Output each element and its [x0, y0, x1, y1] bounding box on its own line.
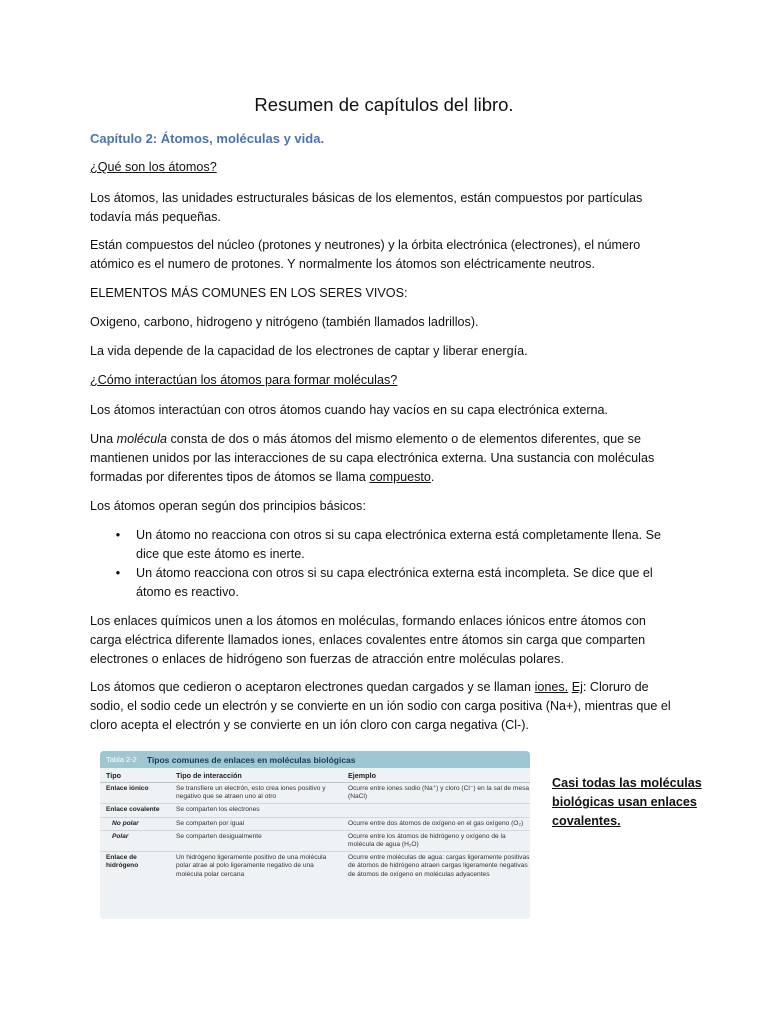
table-number: Tabla 2-2 [106, 755, 137, 764]
cell-interaction: Se comparten desigualmente [176, 832, 262, 840]
paragraph-molecule-definition [90, 430, 680, 487]
table-body [100, 783, 530, 881]
question-molecules: ¿Cómo interactúan los átomos para formar moléculas? [90, 373, 398, 387]
question-atoms: ¿Qué son los átomos? [90, 160, 217, 174]
table-row [100, 818, 530, 831]
paragraph-atoms-definition: Los átomos, las unidades estructurales básicas de los elementos, están compuestos por partículas todavía más pequeñas. [90, 191, 643, 224]
cell-example: Ocurre entre iones sodio (Na⁺) y cloro (Cl⁻) en la sal de mesa (NaCl) [348, 785, 530, 801]
molecule-mid: consta de dos o más átomos del mismo elemento o de elementos diferentes, que se mantienen unidos por las interacciones de su capa electrónica externa. Una sustancia con moléculas formadas por diferentes tipos de átomos se llama [90, 432, 655, 484]
table-title: Tipos comunes de enlaces en moléculas biológicas [146, 754, 356, 765]
list-item [90, 564, 680, 602]
chapter-heading: Capítulo 2: Átomos, moléculas y vida. [90, 131, 325, 146]
cell-interaction: Se comparten por igual [176, 819, 245, 827]
paragraph-principles: Los átomos operan según dos principios básicos: [90, 499, 366, 513]
ions-pre: Los átomos que cedieron o aceptaron electrones quedan cargados y se llaman [90, 680, 535, 694]
list-item-text: Un átomo reacciona con otros si su capa electrónica externa está incompleta. Se dice que el átomo es reactivo. [136, 566, 653, 599]
cell-type: No polar [112, 819, 139, 827]
column-header-interaction: Tipo de interacción [176, 770, 242, 780]
bullet-icon: • [115, 528, 121, 542]
cell-type: Polar [112, 832, 129, 840]
column-header-example: Ejemplo [348, 770, 376, 780]
table-title-bar [100, 751, 530, 768]
cell-interaction: Se transfiere un electrón, esto crea iones positivo y negativo que se atraen uno al otro [176, 785, 326, 801]
cell-example: Ocurre entre moléculas de agua: cargas ligeramente positivas de átomos de hidrógeno atraen cargas ligeramente negativas de átomos de oxígeno en moléculas adyacentes [348, 854, 530, 878]
paragraph-elements-list: Oxigeno, carbono, hidrogeno y nitrógeno (también llamados ladrillos). [90, 315, 479, 329]
page-title: Resumen de capítulos del libro. [254, 94, 514, 115]
table-row [100, 831, 530, 852]
compound-term: compuesto [369, 470, 431, 484]
bullet-icon: • [115, 566, 121, 580]
heading-common-elements: ELEMENTOS MÁS COMUNES EN LOS SERES VIVOS: [90, 286, 408, 300]
cell-example [342, 806, 530, 814]
paragraph-chemical-bonds: Los enlaces químicos unen a los átomos en moléculas, formando enlaces iónicos entre átomos con carga eléctrica diferente llamados iones, enlaces covalentes entre átomos sin carga que comparten electrones o enlaces de hidrógeno son fuerzas de atracción entre moléculas polares. [90, 614, 646, 666]
paragraph-atom-structure: Están compuestos del núcleo (protones y neutrones) y la órbita electrónica (electrones), el número atómico es el numero de protones. Y normalmente los átomos son eléctricamente neutros. [90, 238, 641, 271]
cell-type: Enlace iónico [106, 785, 149, 792]
list-item-text: Un átomo no reacciona con otros si su capa electrónica externa está completamente llena. Se dice que este átomo es inerte. [136, 528, 662, 561]
cell-interaction: Se comparten los electrones [176, 806, 260, 814]
paragraph-energy: La vida depende de la capacidad de los electrones de captar y liberar energía. [90, 344, 528, 358]
molecule-term: molécula [116, 432, 168, 446]
table-row [100, 783, 530, 804]
ions-end: : Cloruro de sodio, el sodio cede un electrón y se convierte en un ión sodio con carga positiva (Na+), mientras que el cloro acepta el electrón y se convierte en un ión cloro con carga negativa (Cl-). [90, 680, 671, 732]
table-row [100, 852, 530, 881]
principles-list [90, 526, 680, 602]
cell-type: Enlace covalente [106, 806, 160, 814]
ions-term: iones. [534, 680, 569, 694]
cell-interaction: Un hidrógeno ligeramente positivo de una molécula polar atrae al polo ligeramente negativo de una molécula polar cercana [176, 854, 327, 878]
column-header-type: Tipo [106, 770, 122, 780]
side-note: Casi todas las moléculas biológicas usan enlaces covalentes. [552, 776, 702, 828]
example-abbrev: Ej [571, 680, 583, 694]
paragraph-ions [90, 678, 680, 735]
paragraph-interaction: Los átomos interactúan con otros átomos cuando hay vacíos en su capa electrónica externa. [90, 403, 609, 417]
cell-example: Ocurre entre dos átomos de oxígeno en el gas oxígeno (O₂) [348, 819, 524, 827]
list-item [90, 526, 680, 564]
table-header-row [100, 768, 530, 783]
cell-type: Enlace de hidrógeno [106, 854, 139, 870]
bonds-table-image [100, 751, 530, 919]
table-row [100, 804, 530, 817]
cell-example: Ocurre entre los átomos de hidrógeno y oxígeno de la molécula de agua (H₂O) [348, 832, 506, 849]
molecule-end: . [430, 470, 435, 484]
molecule-pre: Una [90, 432, 117, 446]
